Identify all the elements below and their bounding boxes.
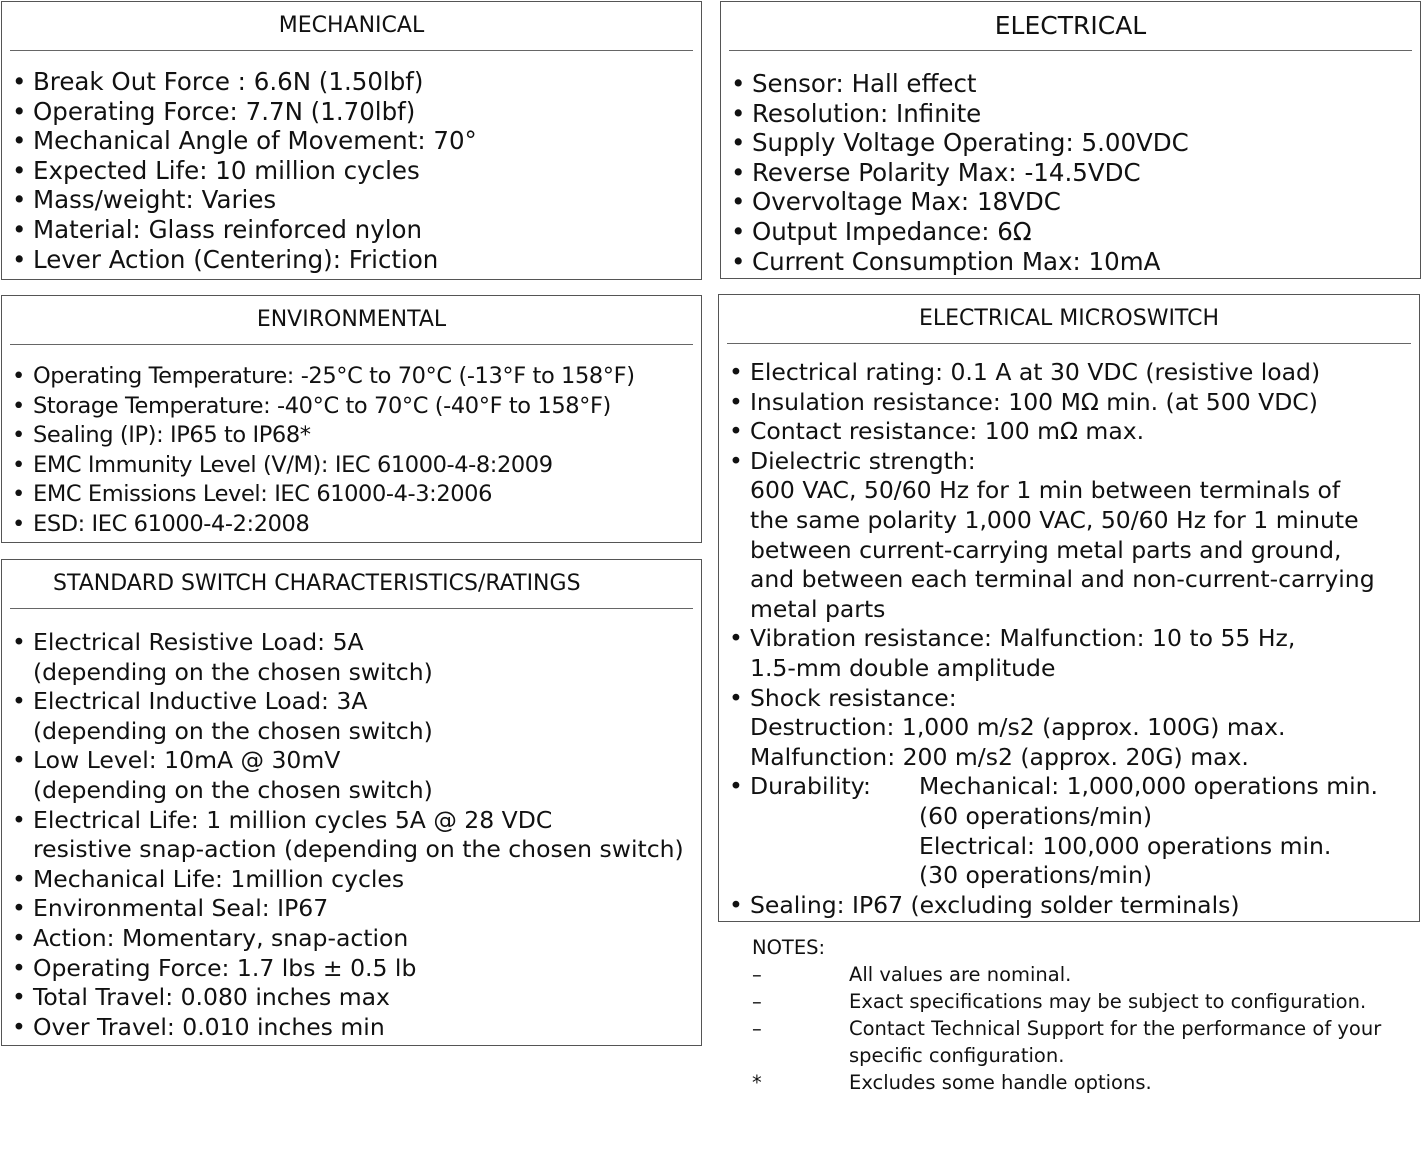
- electrical-life: • Electrical Life: 1 million cycles 5A @ 28 VDC: [33, 805, 553, 834]
- durability-line: Mechanical: 1,000,000 operations min.: [919, 772, 1379, 801]
- electrical-title: ELECTRICAL: [729, 2, 1412, 51]
- note-item: [752, 961, 1412, 988]
- standard-switch-list: [12, 628, 697, 1042]
- list-item: • Sensor: Hall effect: [731, 69, 1416, 99]
- list-item: • Operating Temperature: -25°C to 70°C (-13°F to 158°F): [12, 362, 697, 392]
- list-item: [12, 806, 697, 865]
- dielectric-line: between current-carrying metal parts and ground,: [750, 535, 1342, 564]
- list-item: [729, 624, 1415, 683]
- note-dash: –: [752, 1017, 762, 1040]
- vibration-line: • Vibration resistance: Malfunction: 10 to 55 Hz,: [750, 624, 1296, 653]
- shock-line: Destruction: 1,000 m/s2 (approx. 100G) max.: [750, 713, 1286, 742]
- list-item: [729, 447, 1415, 625]
- list-item: • Output Impedance: 6Ω: [731, 217, 1416, 247]
- durability-line: Electrical: 100,000 operations min.: [919, 831, 1332, 860]
- inductive-load: • Electrical Inductive Load: 3A: [33, 687, 368, 716]
- mechanical-list: [12, 67, 697, 274]
- dielectric-label: • Dielectric strength:: [750, 446, 976, 475]
- list-item: • Material: Glass reinforced nylon: [12, 215, 697, 245]
- list-item: [729, 772, 1415, 890]
- list-item: [729, 684, 1415, 773]
- notes: [752, 934, 1412, 1096]
- dielectric-line: the same polarity 1,000 VAC, 50/60 Hz for 1 minute: [750, 505, 1359, 534]
- durability-row: [750, 772, 1415, 890]
- list-item: • Mechanical Life: 1million cycles: [12, 865, 697, 895]
- list-item: • ESD: IEC 61000-4-2:2008: [12, 510, 697, 540]
- list-item: • Environmental Seal: IP67: [12, 894, 697, 924]
- note-text: All values are nominal.: [849, 963, 1072, 986]
- list-item: [12, 628, 697, 687]
- list-item: • Electrical rating: 0.1 A at 30 VDC (resistive load): [729, 358, 1415, 388]
- shock-line: Malfunction: 200 m/s2 (approx. 20G) max.: [750, 742, 1249, 771]
- microswitch-list: [729, 358, 1415, 920]
- electrical-panel: [720, 1, 1421, 279]
- list-item: • Lever Action (Centering): Friction: [12, 245, 697, 275]
- list-item: • Reverse Polarity Max: -14.5VDC: [731, 158, 1416, 188]
- list-item: • Break Out Force : 6.6N (1.50lbf): [12, 67, 697, 97]
- dielectric-line: metal parts: [750, 594, 886, 623]
- microswitch-panel: [718, 294, 1420, 922]
- list-item: • Overvoltage Max: 18VDC: [731, 187, 1416, 217]
- notes-title: NOTES:: [752, 936, 826, 959]
- low-level: • Low Level: 10mA @ 30mV: [33, 746, 341, 775]
- electrical-list: [731, 69, 1416, 276]
- list-item: • Expected Life: 10 million cycles: [12, 156, 697, 186]
- list-item: • Insulation resistance: 100 MΩ min. (at 500 VDC): [729, 388, 1415, 418]
- list-item: • Supply Voltage Operating: 5.00VDC: [731, 128, 1416, 158]
- note-dash: –: [752, 963, 762, 986]
- durability-line: (60 operations/min): [919, 801, 1153, 830]
- standard-switch-panel: [1, 559, 702, 1046]
- list-item: • Sealing: IP67 (excluding solder terminals): [729, 891, 1415, 921]
- list-item: • Mechanical Angle of Movement: 70°: [12, 126, 697, 156]
- note-item: [752, 1069, 1412, 1096]
- inductive-load-note: (depending on the chosen switch): [33, 716, 433, 745]
- dielectric-line: 600 VAC, 50/60 Hz for 1 min between terminals of: [750, 476, 1341, 505]
- list-item: • Over Travel: 0.010 inches min: [12, 1013, 697, 1043]
- durability-label: • Durability:: [750, 772, 871, 801]
- list-item: • Storage Temperature: -40°C to 70°C (-40°F to 158°F): [12, 392, 697, 422]
- dielectric-line: and between each terminal and non-current-carrying: [750, 565, 1375, 594]
- list-item: [12, 746, 697, 805]
- shock-label: • Shock resistance:: [750, 683, 957, 712]
- vibration-line: 1.5-mm double amplitude: [750, 653, 1056, 682]
- mechanical-panel: [1, 1, 702, 280]
- durability-values: [919, 772, 1378, 890]
- list-item: • Sealing (IP): IP65 to IP68*: [12, 421, 697, 451]
- electrical-life-note: resistive snap-action (depending on the chosen switch): [33, 835, 684, 864]
- note-item: [752, 988, 1412, 1015]
- list-item: • Resolution: Infinite: [731, 99, 1416, 129]
- mechanical-title: MECHANICAL: [10, 2, 693, 51]
- list-item: • Current Consumption Max: 10mA: [731, 247, 1416, 277]
- environmental-panel: [1, 295, 702, 543]
- note-dash: –: [752, 990, 762, 1013]
- note-text: Contact Technical Support for the performance of your: [849, 1017, 1382, 1040]
- environmental-title: ENVIRONMENTAL: [10, 296, 693, 345]
- list-item: • EMC Emissions Level: IEC 61000-4-3:2006: [12, 480, 697, 510]
- list-item: • Action: Momentary, snap-action: [12, 924, 697, 954]
- note-item: [752, 1015, 1412, 1069]
- note-asterisk: *: [752, 1071, 762, 1094]
- note-text: specific configuration.: [849, 1044, 1065, 1067]
- low-level-note: (depending on the chosen switch): [33, 775, 433, 804]
- list-item: • Total Travel: 0.080 inches max: [12, 983, 697, 1013]
- resistive-load: • Electrical Resistive Load: 5A: [33, 628, 364, 656]
- standard-switch-title: STANDARD SWITCH CHARACTERISTICS/RATINGS: [10, 560, 693, 609]
- note-text: Exact specifications may be subject to configuration.: [849, 990, 1367, 1013]
- environmental-list: [12, 362, 697, 540]
- microswitch-title: ELECTRICAL MICROSWITCH: [727, 295, 1411, 344]
- list-item: [12, 687, 697, 746]
- list-item: • Operating Force: 7.7N (1.70lbf): [12, 97, 697, 127]
- list-item: • EMC Immunity Level (V/M): IEC 61000-4-8:2009: [12, 451, 697, 481]
- note-text: Excludes some handle options.: [849, 1071, 1152, 1094]
- list-item: • Contact resistance: 100 mΩ max.: [729, 417, 1415, 447]
- list-item: • Operating Force: 1.7 lbs ± 0.5 lb: [12, 954, 697, 984]
- list-item: • Mass/weight: Varies: [12, 185, 697, 215]
- resistive-load-note: (depending on the chosen switch): [33, 657, 433, 686]
- durability-line: (30 operations/min): [919, 861, 1153, 890]
